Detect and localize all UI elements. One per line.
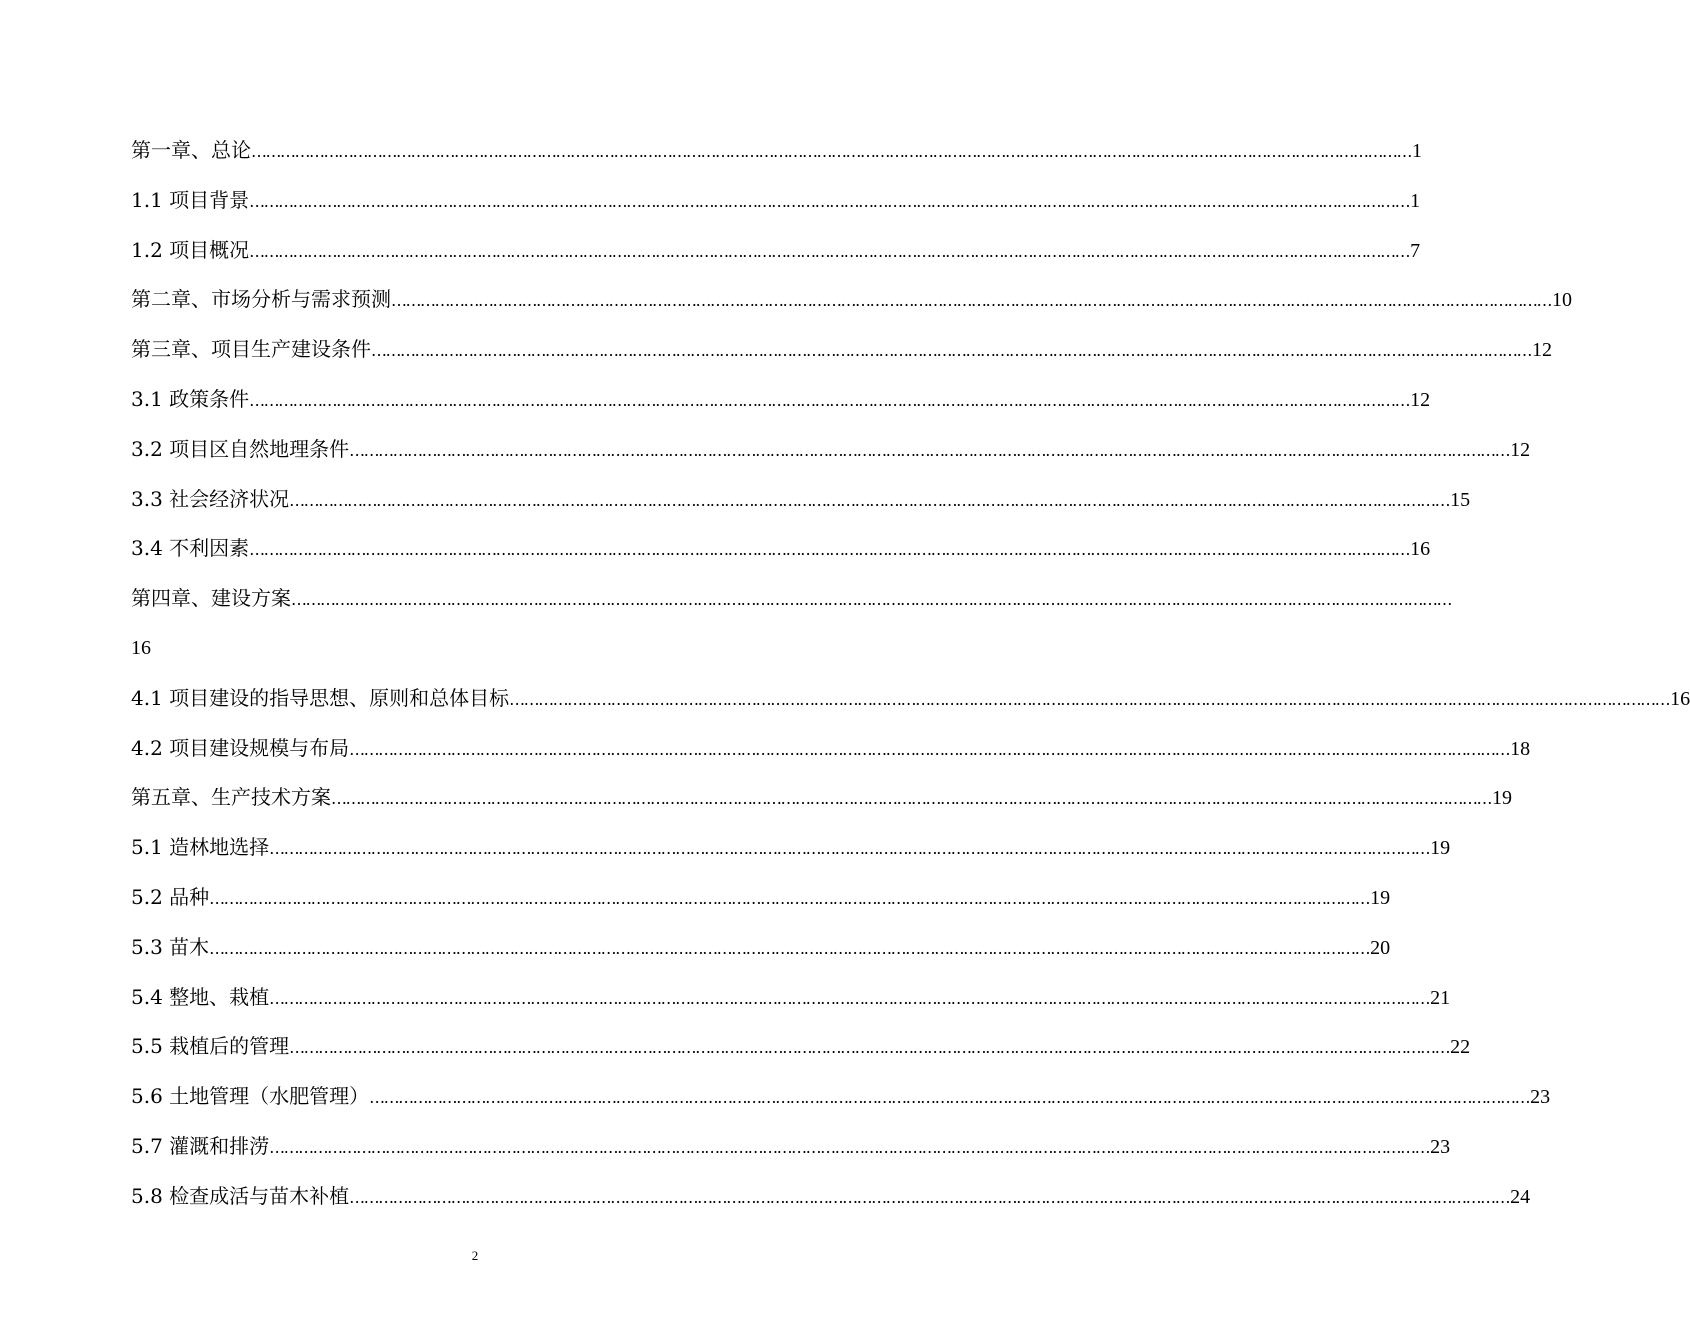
- toc-entry-page: 24: [1510, 1185, 1531, 1208]
- table-of-contents: [131, 126, 1690, 1222]
- toc-entry-title: 5.8 检查成活与苗木补植: [131, 1183, 350, 1208]
- toc-entry-title: 5.1 造林地选择: [131, 835, 270, 860]
- toc-entry-title: 5.6 土地管理（水肥管理）: [131, 1084, 370, 1109]
- toc-dot-leader: ……………………………………………………………………………………………………………………………………………………………………………………………………………………: [251, 142, 1411, 161]
- toc-entry-page: 10: [1552, 289, 1572, 312]
- toc-dot-leader: ……………………………………………………………………………………………………………………………………………………………………………………………………………………: [289, 1038, 1450, 1058]
- toc-entry[interactable]: [131, 325, 1552, 375]
- toc-entry-title: 5.3 苗木: [131, 934, 210, 959]
- toc-dot-leader: ……………………………………………………………………………………………………………………………………………………………………………………………………………………: [289, 490, 1450, 510]
- toc-entry-page: 23: [1530, 1086, 1551, 1109]
- toc-dot-leader: ……………………………………………………………………………………………………………………………………………………………………………………………………………………: [371, 341, 1531, 361]
- toc-entry-page: 19: [1492, 787, 1512, 810]
- toc-entry-title: 4.2 项目建设规模与布局: [131, 735, 350, 760]
- toc-entry[interactable]: [131, 923, 1391, 973]
- toc-dot-leader: ……………………………………………………………………………………………………………………………………………………………………………………………………………………: [291, 590, 1451, 610]
- toc-entry-page: 1: [1410, 189, 1421, 212]
- toc-entry-title: 第四章、建设方案: [131, 586, 291, 611]
- toc-entry[interactable]: [131, 873, 1391, 923]
- toc-entry-title: 5.4 整地、栽植: [131, 984, 270, 1009]
- toc-entry-page: 12: [1510, 438, 1531, 461]
- toc-entry-page: 15: [1450, 488, 1471, 511]
- toc-entry-page: 22: [1450, 1036, 1471, 1059]
- toc-entry[interactable]: [131, 574, 1451, 624]
- toc-dot-leader: ……………………………………………………………………………………………………………………………………………………………………………………………………………………: [391, 291, 1551, 311]
- toc-entry[interactable]: [131, 1172, 1531, 1222]
- toc-entry[interactable]: [131, 1122, 1451, 1172]
- toc-entry-page: 1: [1412, 140, 1422, 162]
- toc-entry[interactable]: [131, 1022, 1471, 1072]
- toc-entry[interactable]: [131, 275, 1572, 325]
- toc-dot-leader: ……………………………………………………………………………………………………………………………………………………………………………………………………………………: [369, 1088, 1530, 1108]
- toc-entry-title: 第一章、总论: [131, 138, 251, 162]
- toc-entry[interactable]: [131, 425, 1531, 475]
- toc-entry-page: 19: [1370, 886, 1391, 909]
- toc-entry-title: 4.1 项目建设的指导思想、原则和总体目标: [131, 685, 510, 710]
- toc-dot-leader: ……………………………………………………………………………………………………………………………………………………………………………………………………………………: [209, 938, 1370, 958]
- toc-entry[interactable]: [131, 176, 1421, 226]
- toc-dot-leader: ……………………………………………………………………………………………………………………………………………………………………………………………………………………: [349, 440, 1510, 460]
- toc-entry[interactable]: [131, 1072, 1551, 1122]
- toc-entry[interactable]: [131, 375, 1431, 425]
- toc-entry[interactable]: [131, 773, 1512, 823]
- toc-entry-wrapped-page[interactable]: [131, 624, 824, 674]
- toc-entry-title: 3.4 不利因素: [131, 536, 250, 561]
- toc-dot-leader: ……………………………………………………………………………………………………………………………………………………………………………………………………………………: [249, 390, 1410, 410]
- toc-entry[interactable]: [131, 226, 1421, 276]
- toc-entry-page: 19: [1430, 837, 1451, 860]
- toc-entry-page: 16: [1410, 538, 1431, 561]
- toc-dot-leader: ……………………………………………………………………………………………………………………………………………………………………………………………………………………: [249, 241, 1410, 261]
- toc-entry-page: 21: [1430, 986, 1451, 1009]
- toc-dot-leader: ……………………………………………………………………………………………………………………………………………………………………………………………………………………: [509, 689, 1670, 709]
- toc-entry-page: 12: [1532, 339, 1552, 362]
- toc-entry[interactable]: [131, 475, 1471, 525]
- toc-entry-title: 3.3 社会经济状况: [131, 486, 290, 511]
- toc-dot-leader: ……………………………………………………………………………………………………………………………………………………………………………………………………………………: [249, 191, 1410, 211]
- toc-entry-page: 18: [1510, 737, 1531, 760]
- toc-entry-title: 5.5 栽植后的管理: [131, 1034, 290, 1059]
- toc-entry-title: 第三章、项目生产建设条件: [131, 337, 371, 362]
- toc-entry[interactable]: [131, 524, 1431, 574]
- toc-dot-leader: ……………………………………………………………………………………………………………………………………………………………………………………………………………………: [349, 1187, 1510, 1207]
- toc-entry-title: 5.2 品种: [131, 884, 210, 909]
- toc-entry-title: 第二章、市场分析与需求预测: [131, 287, 391, 312]
- toc-entry[interactable]: [131, 724, 1531, 774]
- toc-entry-title: 3.2 项目区自然地理条件: [131, 436, 350, 461]
- toc-entry-title: 1.2 项目概况: [131, 237, 250, 262]
- toc-dot-leader: ……………………………………………………………………………………………………………………………………………………………………………………………………………………: [209, 888, 1370, 908]
- toc-entry-title: 第五章、生产技术方案: [131, 785, 331, 810]
- toc-dot-leader: ……………………………………………………………………………………………………………………………………………………………………………………………………………………: [349, 739, 1510, 759]
- toc-entry[interactable]: [131, 973, 1451, 1023]
- toc-entry[interactable]: [131, 126, 1422, 176]
- toc-dot-leader: ……………………………………………………………………………………………………………………………………………………………………………………………………………………: [269, 839, 1430, 859]
- toc-entry-page: 12: [1410, 388, 1431, 411]
- toc-dot-leader: ……………………………………………………………………………………………………………………………………………………………………………………………………………………: [269, 1137, 1430, 1157]
- toc-entry-title: 5.7 灌溉和排涝: [131, 1133, 270, 1158]
- toc-entry-page: 16: [1670, 687, 1690, 710]
- toc-entry-title: 3.1 政策条件: [131, 386, 250, 411]
- toc-dot-leader: ……………………………………………………………………………………………………………………………………………………………………………………………………………………: [249, 540, 1410, 560]
- toc-entry[interactable]: [131, 674, 1690, 724]
- toc-entry-page: 20: [1370, 936, 1391, 959]
- toc-entry-page: 16: [131, 636, 151, 659]
- page-number: 2: [471, 1248, 479, 1263]
- toc-dot-leader: ……………………………………………………………………………………………………………………………………………………………………………………………………………………: [331, 789, 1491, 809]
- toc-entry[interactable]: [131, 823, 1451, 873]
- toc-dot-leader: ……………………………………………………………………………………………………………………………………………………………………………………………………………………: [269, 988, 1430, 1008]
- toc-entry-page: 7: [1410, 239, 1421, 262]
- toc-entry-title: 1.1 项目背景: [131, 187, 250, 212]
- toc-entry-page: 23: [1430, 1135, 1451, 1158]
